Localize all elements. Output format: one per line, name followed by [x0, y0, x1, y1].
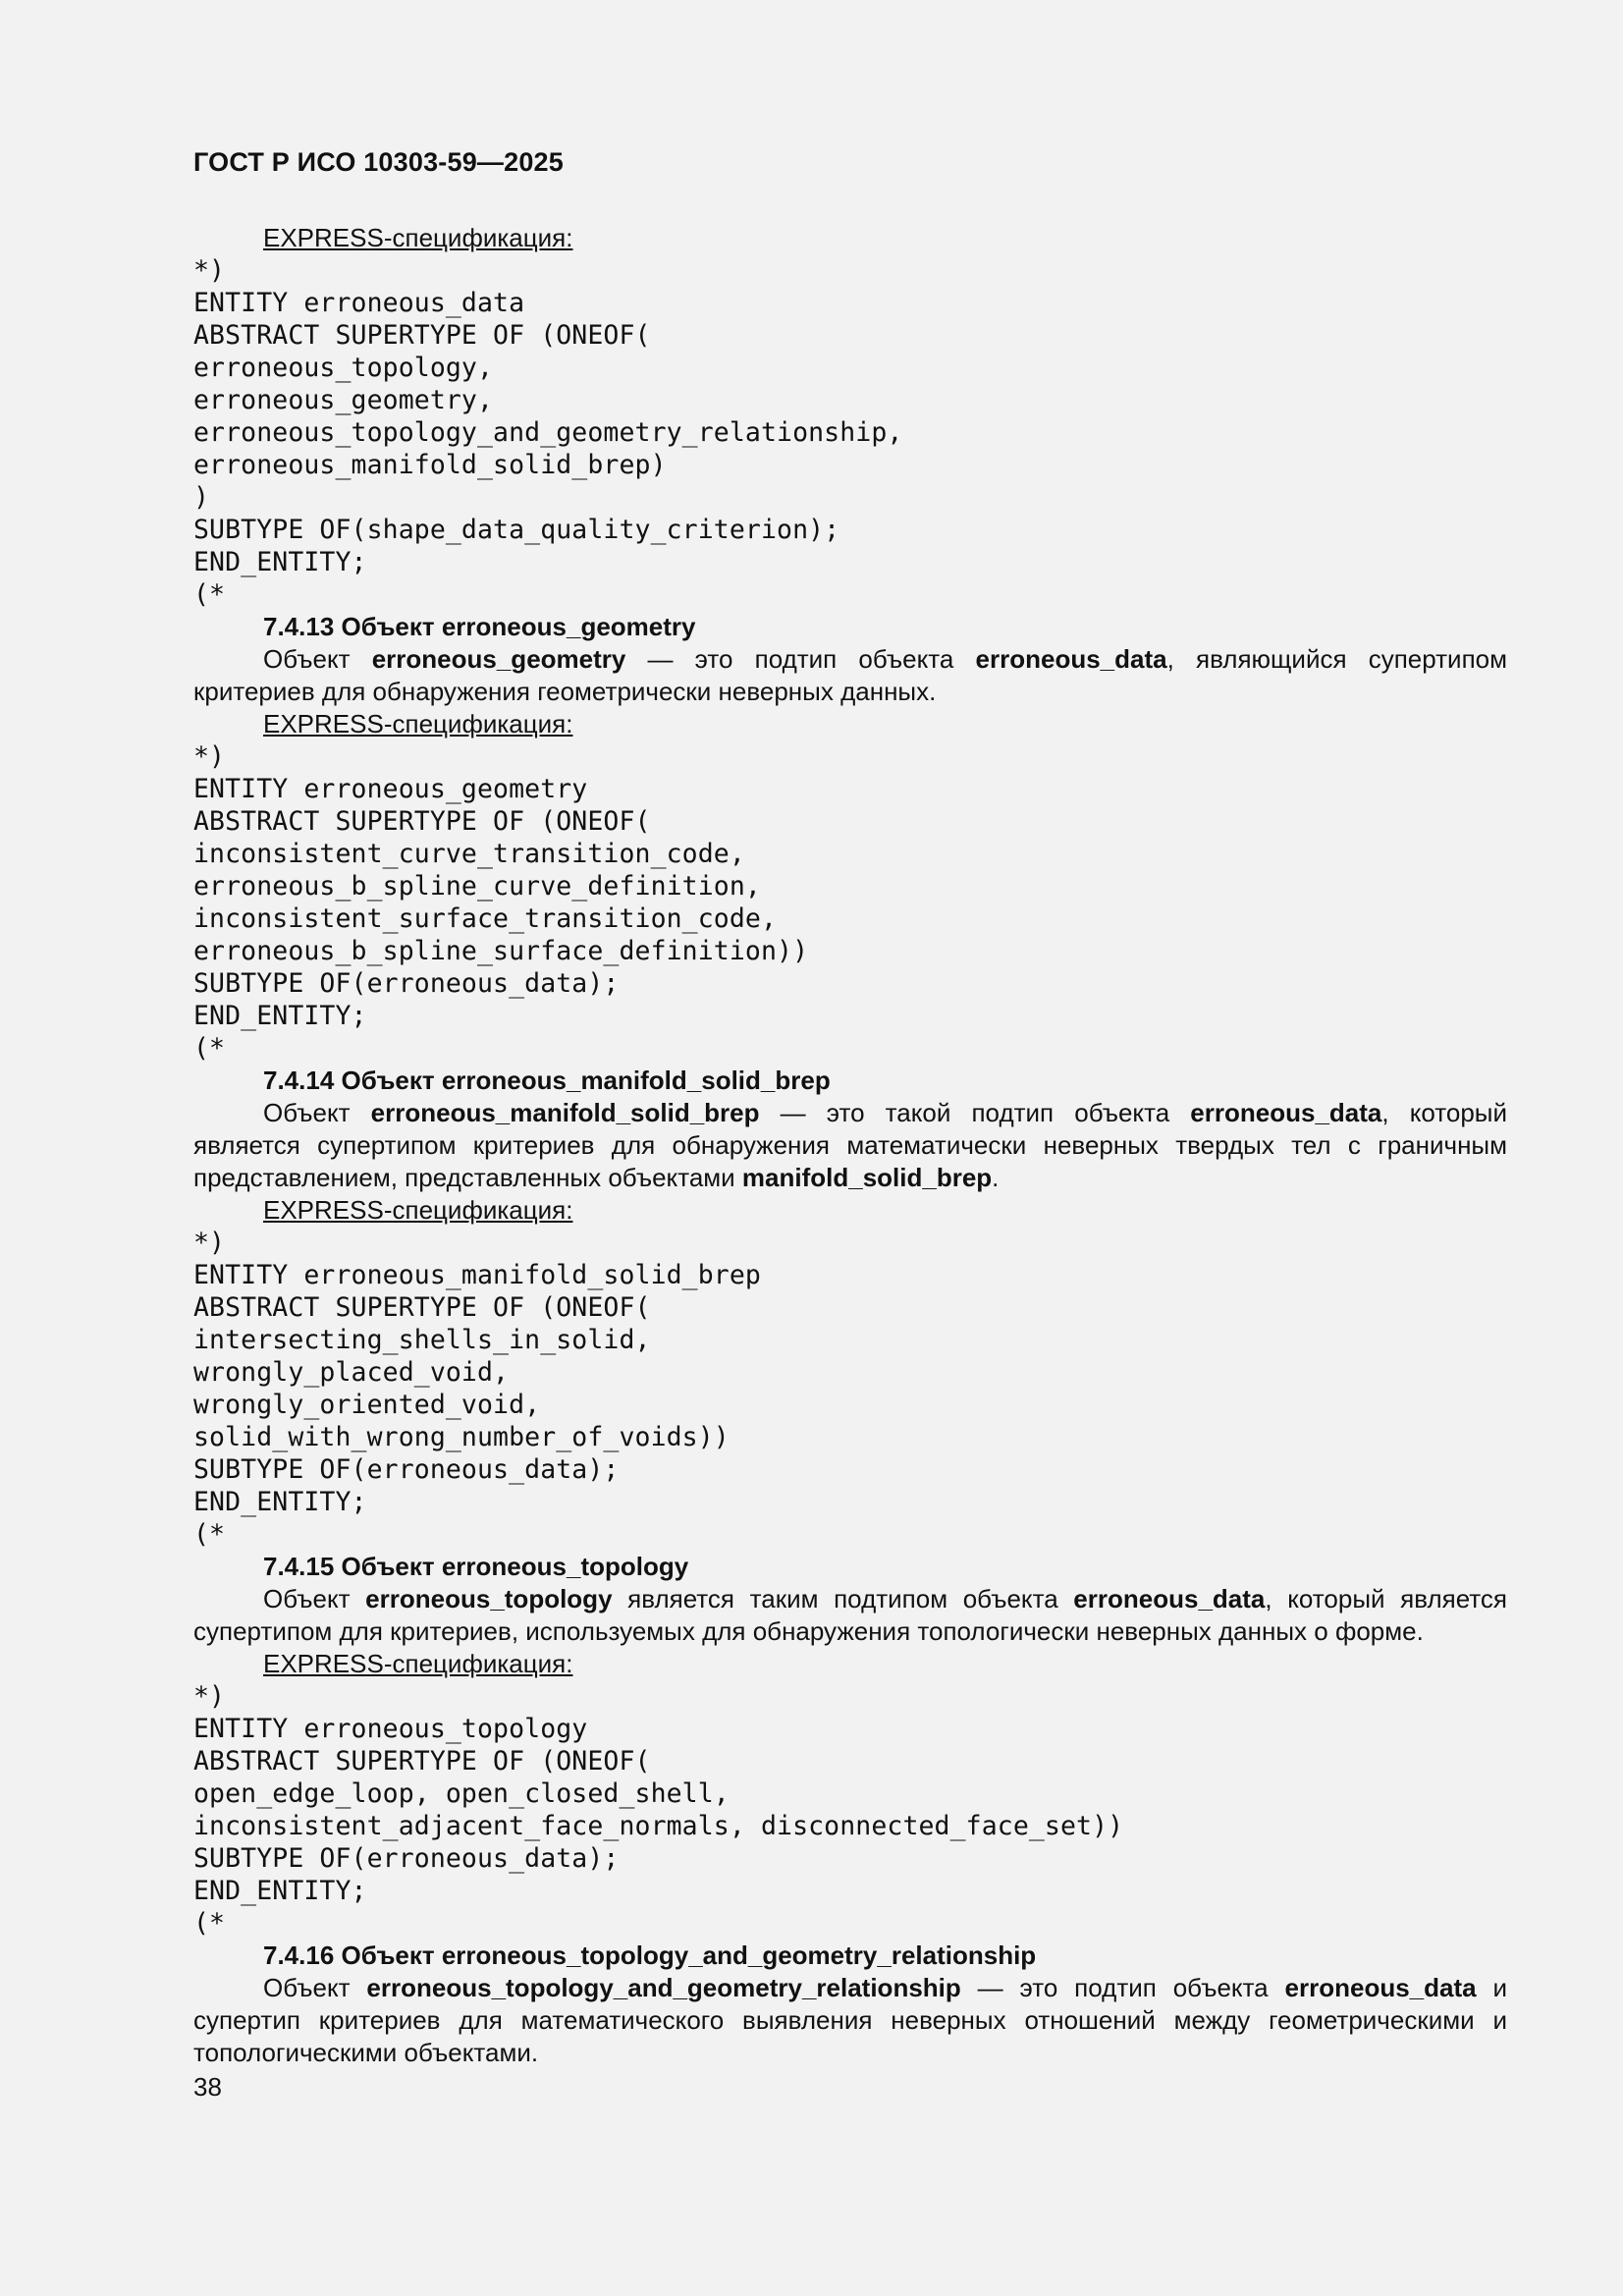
- document-body: [193, 222, 1507, 2069]
- section-heading: 7.4.14 Объект erroneous_manifold_solid_brep: [263, 1066, 831, 1095]
- code-line: (*: [193, 1908, 226, 1939]
- code-line: ABSTRACT SUPERTYPE OF (ONEOF(: [193, 1746, 651, 1777]
- code-line: ABSTRACT SUPERTYPE OF (ONEOF(: [193, 1292, 651, 1323]
- section-paragraph: Объект erroneous_geometry — это подтип объекта erroneous_data, являющийся супертипом критериев для обнаружения геометрически неверных данных.: [193, 644, 1507, 706]
- code-line: erroneous_b_spline_curve_definition,: [193, 871, 761, 902]
- code-line: SUBTYPE OF(erroneous_data);: [193, 1454, 620, 1485]
- section-paragraph: Объект erroneous_manifold_solid_brep — это такой подтип объекта erroneous_data, который является супертипом критериев для обнаружения математически неверных твердых тел с граничным представлением, представленных объектами manifold_solid_brep.: [193, 1098, 1508, 1192]
- code-line: wrongly_oriented_void,: [193, 1390, 541, 1420]
- code-line: SUBTYPE OF(erroneous_data);: [193, 968, 620, 999]
- code-line: erroneous_topology_and_geometry_relationship,: [193, 417, 903, 448]
- code-line: erroneous_geometry,: [193, 385, 494, 415]
- code-line: inconsistent_surface_transition_code,: [193, 903, 778, 934]
- code-line: ): [193, 482, 210, 513]
- express-code-block: [193, 740, 1507, 1065]
- express-code-block: [193, 1227, 1507, 1551]
- code-line: wrongly_placed_void,: [193, 1357, 510, 1388]
- code-line: ENTITY erroneous_data: [193, 288, 525, 318]
- code-line: END_ENTITY;: [193, 547, 367, 577]
- express-spec-label: EXPRESS-спецификация:: [263, 709, 573, 738]
- code-line: inconsistent_curve_transition_code,: [193, 839, 745, 869]
- code-line: intersecting_shells_in_solid,: [193, 1325, 651, 1355]
- code-line: END_ENTITY;: [193, 1487, 367, 1517]
- express-spec-label: EXPRESS-спецификация:: [263, 223, 573, 252]
- code-line: (*: [193, 579, 226, 610]
- code-line: *): [193, 1681, 226, 1712]
- code-line: erroneous_manifold_solid_brep): [193, 450, 667, 480]
- document-header: ГОСТ Р ИСО 10303-59—2025: [193, 147, 564, 177]
- code-line: ABSTRACT SUPERTYPE OF (ONEOF(: [193, 806, 651, 837]
- code-line: SUBTYPE OF(erroneous_data);: [193, 1843, 620, 1874]
- code-line: erroneous_topology,: [193, 353, 494, 383]
- express-spec-label: EXPRESS-спецификация:: [263, 1649, 573, 1678]
- code-line: *): [193, 255, 226, 286]
- code-line: ENTITY erroneous_topology: [193, 1714, 588, 1744]
- code-line: *): [193, 1228, 226, 1258]
- code-line: open_edge_loop, open_closed_shell,: [193, 1778, 730, 1809]
- code-line: ABSTRACT SUPERTYPE OF (ONEOF(: [193, 320, 651, 351]
- section-paragraph: Объект erroneous_topology является таким подтипом объекта erroneous_data, который является супертипом для критериев, используемых для обнаружения топологически неверных данных о форме.: [193, 1584, 1507, 1646]
- code-line: (*: [193, 1519, 226, 1550]
- code-line: erroneous_b_spline_surface_definition)): [193, 936, 809, 966]
- code-line: SUBTYPE OF(shape_data_quality_criterion);: [193, 515, 840, 545]
- section-paragraph: Объект erroneous_topology_and_geometry_relationship — это подтип объекта erroneous_data и супертип критериев для математического выявления неверных отношений между геометрическими и топологическими объектами.: [193, 1973, 1508, 2067]
- section-heading: 7.4.15 Объект erroneous_topology: [263, 1552, 689, 1581]
- express-spec-label: EXPRESS-спецификация:: [263, 1195, 573, 1225]
- section-heading: 7.4.13 Объект erroneous_geometry: [263, 612, 696, 641]
- code-line: END_ENTITY;: [193, 1876, 367, 1906]
- code-line: inconsistent_adjacent_face_normals, disconnected_face_set)): [193, 1811, 1124, 1841]
- express-code-block: [193, 254, 1507, 611]
- code-line: (*: [193, 1033, 226, 1064]
- section-heading: 7.4.16 Объект erroneous_topology_and_geometry_relationship: [263, 1941, 1037, 1970]
- code-line: ENTITY erroneous_manifold_solid_brep: [193, 1260, 761, 1290]
- code-line: *): [193, 741, 226, 772]
- code-line: END_ENTITY;: [193, 1001, 367, 1031]
- code-line: ENTITY erroneous_geometry: [193, 774, 588, 804]
- express-code-block: [193, 1680, 1507, 1940]
- code-line: solid_with_wrong_number_of_voids)): [193, 1422, 730, 1452]
- page-number: 38: [193, 2072, 222, 2102]
